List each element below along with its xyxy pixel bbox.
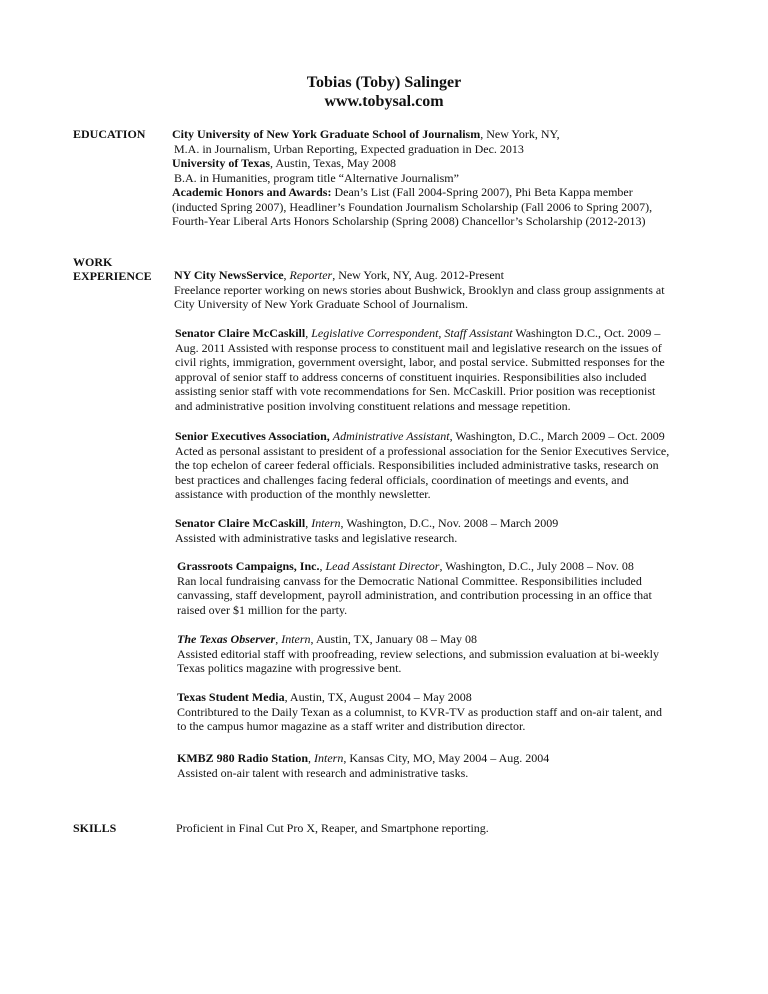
skills-section <box>176 821 706 836</box>
job-role: Administrative Assistant <box>332 429 450 443</box>
job-description: assistance with production of the monthly newsletter. <box>175 487 431 501</box>
job-entry <box>177 690 707 734</box>
job-description: Assisted with administrative tasks and legislative research. <box>175 530 458 545</box>
work-heading-line: WORK <box>73 255 113 269</box>
job-organization: Texas Student Media <box>177 690 285 704</box>
job-separator: , <box>305 326 312 340</box>
school-location: , Austin, Texas, May 2008 <box>270 156 396 170</box>
job-entry <box>177 751 707 780</box>
job-entry <box>175 516 705 545</box>
job-organization: Grassroots Campaigns, Inc. <box>177 559 320 573</box>
job-role: Intern <box>281 632 311 646</box>
school-name: University of Texas <box>172 156 271 170</box>
candidate-website: www.tobysal.com <box>324 93 444 110</box>
job-description: Ran local fundraising canvass for the Democratic National Committee. Responsibilities included <box>177 573 642 588</box>
job-description: assisting senior staff with vote recommendations for Sen. McCaskill. Prior position was receptionist <box>175 384 656 398</box>
job-description: to the campus humor magazine as a staff writer and distribution director. <box>177 719 526 733</box>
skills-text: Proficient in Final Cut Pro X, Reaper, and Smartphone reporting. <box>176 821 489 835</box>
job-organization: Senator Claire McCaskill <box>175 326 306 340</box>
job-description: Assisted on-air talent with research and administrative tasks. <box>177 765 469 780</box>
work-heading-line: EXPERIENCE <box>73 269 152 283</box>
job-description: raised over $1 million for the party. <box>177 602 348 617</box>
job-description: City University of New York Graduate School of Journalism. <box>174 297 468 311</box>
job-role: Reporter <box>289 268 333 282</box>
education-section <box>172 127 702 229</box>
job-organization: Senior Executives Association, <box>175 429 330 443</box>
job-description: Freelance reporter working on news stories about Bushwick, Brooklyn and class group assignments at <box>174 282 665 297</box>
job-entry <box>175 429 705 502</box>
job-details: , Austin, TX, August 2004 – May 2008 <box>284 690 472 704</box>
honors-label: Academic Honors and Awards: <box>172 185 332 199</box>
job-details: , Washington, D.C., Nov. 2008 – March 2009 <box>340 516 559 530</box>
job-description: the top echelon of career federal officials. Responsibilities included administrative tasks, research on <box>175 458 659 472</box>
job-description: Texas politics magazine with progressive bent. <box>177 661 402 675</box>
job-role: Legislative Correspondent, Staff Assistant <box>311 326 513 340</box>
job-separator: , <box>319 559 326 573</box>
degree-line: M.A. in Journalism, Urban Reporting, Expected graduation in Dec. 2013 <box>174 141 524 156</box>
job-separator: , <box>308 751 315 765</box>
job-role: Intern <box>311 516 341 530</box>
job-organization: Senator Claire McCaskill <box>175 516 306 530</box>
school-location: , New York, NY, <box>480 127 560 141</box>
job-description: Acted as personal assistant to president of a professional association for the Senior Executives Service, <box>175 443 670 458</box>
skills-heading: SKILLS <box>73 821 117 835</box>
degree-line: B.A. in Humanities, program title “Alternative Journalism” <box>174 170 459 185</box>
job-details: , Washington, D.C., March 2009 – Oct. 2009 <box>449 429 665 443</box>
job-details: , Washington, D.C., July 2008 – Nov. 08 <box>439 559 634 573</box>
job-description: Assisted editorial staff with proofreading, review selections, and submission evaluation at bi-weekly <box>177 646 659 661</box>
job-details: , Austin, TX, January 08 – May 08 <box>310 632 477 646</box>
honors-text: Dean’s List (Fall 2004-Spring 2007), Phi Beta Kappa member <box>331 185 633 199</box>
job-organization: KMBZ 980 Radio Station <box>177 751 309 765</box>
job-description: approval of senior staff to address concerns of constituent inquiries. Responsibilities also included <box>175 369 647 384</box>
job-description: Contribtured to the Daily Texan as a columnist, to KVR-TV as production staff and on-air talent, and <box>177 704 663 719</box>
job-entry <box>177 559 707 617</box>
job-details: , Kansas City, MO, May 2004 – Aug. 2004 <box>343 751 550 765</box>
education-heading: EDUCATION <box>73 127 146 141</box>
job-description: best practices and challenges facing federal officials, coordination of meetings and events, and <box>175 472 629 487</box>
job-description: civil rights, immigration, government oversight, labor, and postal service. Submitted responses for the <box>175 355 665 369</box>
resume-header <box>0 73 768 111</box>
job-separator: , <box>305 516 312 530</box>
job-entry <box>175 326 705 413</box>
job-separator: , <box>283 268 290 282</box>
job-entry <box>177 632 707 676</box>
job-organization: The Texas Observer <box>177 632 276 646</box>
honors-text: Fourth-Year Liberal Arts Honors Scholarship (Spring 2008) Chancellor’s Scholarship (2012-2013) <box>172 214 646 228</box>
job-entry <box>174 268 704 312</box>
school-name: City University of New York Graduate School of Journalism <box>172 127 481 141</box>
job-organization: NY City NewsService <box>174 268 284 282</box>
job-role: Lead Assistant Director <box>325 559 440 573</box>
job-description: Aug. 2011 Assisted with response process to constituent mail and legislative research on the issues of <box>175 340 662 355</box>
job-details: , New York, NY, Aug. 2012-Present <box>332 268 504 282</box>
job-details: Washington D.C., Oct. 2009 – <box>512 326 661 340</box>
candidate-name: Tobias (Toby) Salinger <box>306 74 462 91</box>
work-heading <box>73 255 173 283</box>
job-description: and administrative position involving constituent relations and message repetition. <box>175 398 571 413</box>
job-separator: , <box>275 632 282 646</box>
job-description: canvassing, staff development, payroll administration, and contribution processing in an office that <box>177 588 652 602</box>
honors-text: (inducted Spring 2007), Headliner’s Foundation Journalism Scholarship (Fall 2006 to Spring 2007), <box>172 199 653 214</box>
job-role: Intern <box>314 751 344 765</box>
